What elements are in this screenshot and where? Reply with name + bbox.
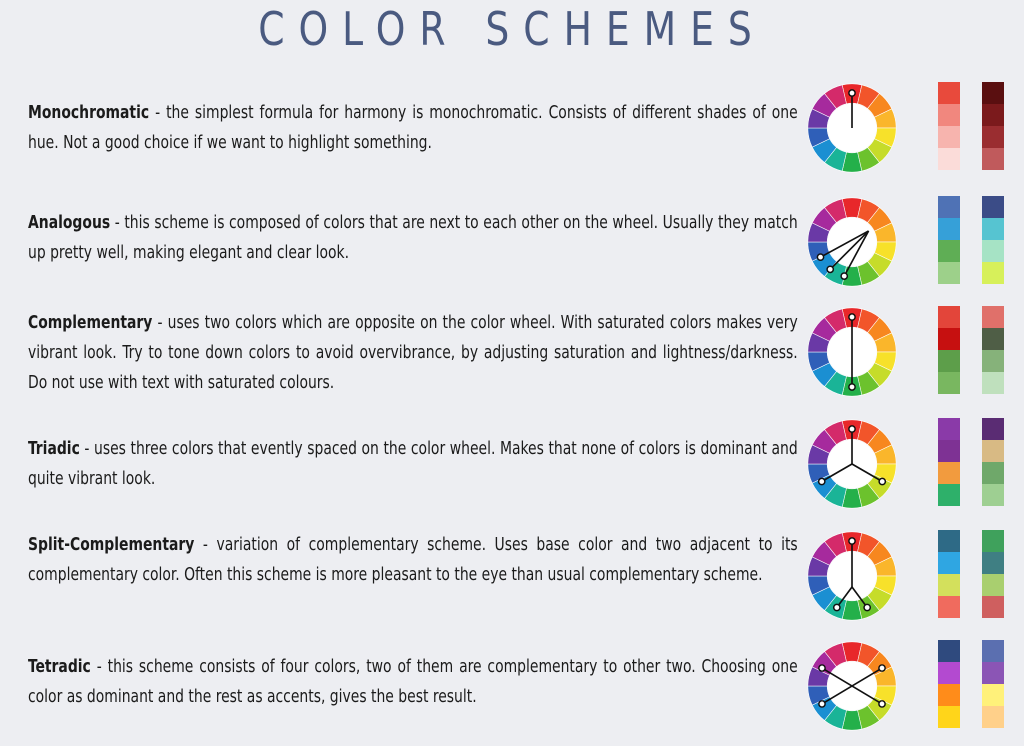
color-swatch bbox=[938, 706, 960, 728]
color-swatch bbox=[982, 240, 1004, 262]
color-swatch bbox=[982, 372, 1004, 394]
color-swatch bbox=[938, 574, 960, 596]
scheme-description bbox=[28, 434, 798, 494]
color-swatch bbox=[982, 706, 1004, 728]
color-swatch bbox=[938, 418, 960, 440]
wheel-marker bbox=[819, 701, 825, 707]
color-palette bbox=[982, 418, 1004, 506]
color-swatch bbox=[938, 262, 960, 284]
color-swatch bbox=[982, 262, 1004, 284]
color-palette bbox=[938, 82, 960, 170]
color-swatch bbox=[938, 462, 960, 484]
color-swatch bbox=[982, 306, 1004, 328]
color-swatch bbox=[982, 440, 1004, 462]
color-palette bbox=[982, 82, 1004, 170]
color-swatch bbox=[982, 196, 1004, 218]
color-wheel-icon bbox=[806, 196, 898, 288]
color-swatch bbox=[982, 552, 1004, 574]
color-swatch bbox=[982, 462, 1004, 484]
color-swatch bbox=[938, 104, 960, 126]
scheme-description bbox=[28, 208, 798, 268]
color-swatch bbox=[938, 148, 960, 170]
color-swatch bbox=[938, 640, 960, 662]
color-swatch bbox=[938, 372, 960, 394]
color-swatch bbox=[982, 684, 1004, 706]
color-swatch bbox=[982, 350, 1004, 372]
scheme-description bbox=[28, 308, 798, 398]
color-swatch bbox=[982, 530, 1004, 552]
color-swatch bbox=[982, 82, 1004, 104]
wheel-marker bbox=[879, 701, 885, 707]
scheme-name: Complementary bbox=[28, 312, 153, 333]
color-swatch bbox=[938, 240, 960, 262]
scheme-text: - variation of complementary scheme. Uses base color and two adjacent to its complementary color. Often this scheme is more pleasant to the eye than usual complementary scheme. bbox=[28, 534, 798, 585]
wheel-marker bbox=[819, 665, 825, 671]
color-swatch bbox=[938, 440, 960, 462]
scheme-description bbox=[28, 652, 798, 712]
color-swatch bbox=[982, 148, 1004, 170]
color-swatch bbox=[982, 328, 1004, 350]
color-swatch bbox=[938, 350, 960, 372]
color-swatch bbox=[938, 596, 960, 618]
color-palette bbox=[982, 306, 1004, 394]
scheme-text: - uses two colors which are opposite on the color wheel. With saturated colors makes very vibrant look. Try to tone down colors to avoid overvibrance, by adjusting saturation and lightness/darkness. Do not use with text with saturated colours. bbox=[28, 312, 798, 393]
scheme-name: Triadic bbox=[28, 438, 80, 459]
wheel-marker bbox=[849, 90, 855, 96]
wheel-marker bbox=[864, 604, 870, 610]
scheme-text: - this scheme is composed of colors that are next to each other on the wheel. Usually they match up pretty well, making elegant and clear look. bbox=[28, 212, 798, 263]
color-swatch bbox=[938, 196, 960, 218]
wheel-marker bbox=[849, 538, 855, 544]
scheme-name: Analogous bbox=[28, 212, 111, 233]
wheel-marker bbox=[879, 665, 885, 671]
color-swatch bbox=[938, 552, 960, 574]
color-swatch bbox=[938, 684, 960, 706]
scheme-name: Tetradic bbox=[28, 656, 91, 677]
wheel-marker bbox=[841, 273, 847, 279]
color-palette bbox=[982, 640, 1004, 728]
scheme-description bbox=[28, 98, 798, 158]
color-swatch bbox=[938, 306, 960, 328]
scheme-description bbox=[28, 530, 798, 590]
color-wheel-icon bbox=[806, 306, 898, 398]
color-palette bbox=[938, 640, 960, 728]
color-palette bbox=[982, 196, 1004, 284]
color-palette bbox=[938, 306, 960, 394]
color-swatch bbox=[982, 640, 1004, 662]
wheel-marker bbox=[879, 478, 885, 484]
wheel-marker bbox=[849, 384, 855, 390]
color-palette bbox=[938, 196, 960, 284]
wheel-center bbox=[828, 218, 877, 267]
wheel-marker bbox=[849, 426, 855, 432]
color-swatch bbox=[938, 484, 960, 506]
scheme-text: - the simplest formula for harmony is monochromatic. Consists of different shades of one hue. Not a good choice if we want to highlight something. bbox=[28, 102, 798, 153]
color-wheel-icon bbox=[806, 418, 898, 510]
wheel-marker bbox=[834, 604, 840, 610]
color-wheel-icon bbox=[806, 530, 898, 622]
scheme-text: - this scheme consists of four colors, two of them are complementary to other two. Choosing one color as dominant and the rest as accents, gives the best result. bbox=[28, 656, 798, 707]
color-swatch bbox=[938, 328, 960, 350]
color-swatch bbox=[938, 126, 960, 148]
color-palette bbox=[982, 530, 1004, 618]
color-swatch bbox=[982, 596, 1004, 618]
color-swatch bbox=[938, 82, 960, 104]
color-palette bbox=[938, 530, 960, 618]
color-swatch bbox=[938, 530, 960, 552]
color-swatch bbox=[938, 662, 960, 684]
color-swatch bbox=[982, 484, 1004, 506]
color-swatch bbox=[982, 126, 1004, 148]
color-swatch bbox=[982, 104, 1004, 126]
wheel-marker bbox=[849, 314, 855, 320]
color-swatch bbox=[982, 662, 1004, 684]
color-swatch bbox=[938, 218, 960, 240]
scheme-name: Monochromatic bbox=[28, 102, 150, 123]
color-swatch bbox=[982, 418, 1004, 440]
scheme-text: - uses three colors that evently spaced on the color wheel. Makes that none of colors is dominant and quite vibrant look. bbox=[28, 438, 798, 489]
color-wheel-icon bbox=[806, 82, 898, 174]
wheel-marker bbox=[827, 266, 833, 272]
color-wheel-icon bbox=[806, 640, 898, 732]
wheel-marker bbox=[817, 254, 823, 260]
scheme-name: Split-Complementary bbox=[28, 534, 195, 555]
page-title: COLOR SCHEMES bbox=[258, 2, 766, 56]
color-swatch bbox=[982, 218, 1004, 240]
color-swatch bbox=[982, 574, 1004, 596]
wheel-marker bbox=[819, 478, 825, 484]
color-palette bbox=[938, 418, 960, 506]
